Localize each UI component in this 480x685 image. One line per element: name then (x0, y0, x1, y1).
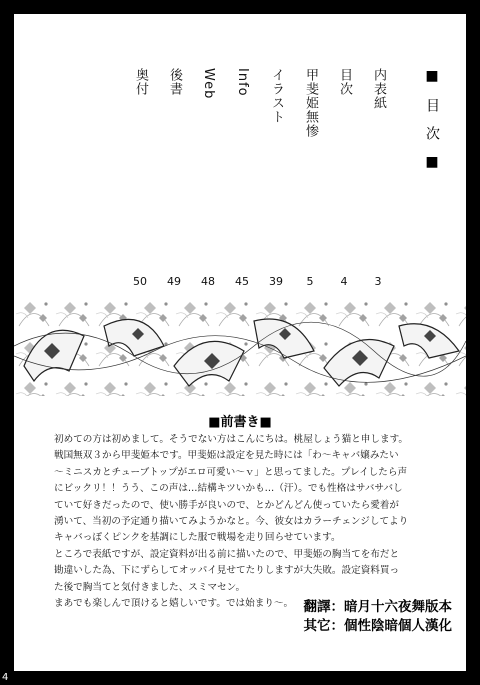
toc-heading (420, 68, 444, 208)
toc-entry-page: 5 (306, 275, 314, 288)
preface-line: た後で胸当てと気付きました、スミマセン。 (54, 581, 246, 593)
credit-line: 翻譯：暗月十六夜舞版本 (303, 599, 452, 615)
toc-entry-page: 48 (201, 275, 215, 288)
toc-entry-title: Web (201, 68, 216, 100)
toc-entry (130, 68, 150, 288)
toc-entry-page: 45 (235, 275, 249, 288)
preface-line: にビックリ！！うう、この声は…結構キツいかも…（汗）。でも性格はサバサバし (54, 483, 403, 495)
toc-heading-char: 目 (424, 98, 440, 126)
toc-heading-mark: ■ (424, 154, 440, 184)
toc-entry (198, 68, 218, 288)
toc-entry (300, 68, 320, 288)
toc-entry-page: 39 (269, 275, 283, 288)
toc-entry-page: 4 (340, 275, 348, 288)
preface-line: ていて好きだったので、使い勝手が良いので、とかどんどん使っていたら愛着が (54, 499, 399, 511)
page-number: 4 (2, 672, 9, 683)
preface-line: ところで表紙ですが、設定資料が出る前に描いたので、甲斐姫の胸当てを布だと (54, 548, 400, 560)
toc-entry-title: Info (235, 68, 250, 97)
credit-line: 其它：個性陰暗個人漢化 (303, 618, 452, 634)
document-page (14, 14, 466, 671)
preface-line: 湧いて、当初の予定通り描いてみようかなと。今、彼女はカラーチェンジしてより (54, 516, 409, 528)
toc-entry-title: 甲斐姫無惨 (303, 68, 318, 138)
preface-line: 勘違いした為、下にずらしてオッパイ見せてたりしますが大失敗。設定資料買っ (54, 565, 400, 577)
preface-line: まあでも楽しんで頂けると嬉しいです。では始まり〜。 (54, 598, 294, 610)
toc-heading-char: 次 (424, 126, 440, 154)
toc-entry (334, 68, 354, 288)
toc-entry-page: 3 (374, 275, 382, 288)
toc-entry (368, 68, 388, 288)
toc-entry-page: 50 (133, 275, 147, 288)
toc-entry (266, 68, 286, 288)
toc-entry-title: 奥付 (133, 68, 148, 96)
preface-body (54, 432, 444, 612)
preface-heading: ■前書き■ (208, 415, 272, 430)
toc-entry (164, 68, 184, 288)
preface-line: 初めての方は初めまして。そうでない方はこんにちは。桃屋しょう猫と申します。 (54, 434, 409, 445)
floral-fan-band (14, 296, 466, 396)
toc-entry-title: イラスト (269, 68, 284, 124)
preface-line: 〜ミニスカとチューブトップがエロ可愛い〜ｖ」と思ってました。プレイしたら声 (54, 466, 408, 478)
preface-line: キャバっぽくピンクを基調にした服で戦場を走り回らせています。 (54, 532, 341, 544)
toc-heading-mark: ■ (424, 68, 440, 98)
translation-credits (304, 598, 453, 636)
toc-entry-title: 後書 (167, 68, 182, 96)
table-of-contents (130, 68, 388, 288)
toc-entry-page: 49 (167, 275, 181, 288)
toc-entry-title: 内表紙 (371, 68, 386, 110)
preface-line: 戦国無双３から甲斐姫本です。甲斐姫は設定を見た時には「わ〜キャバ嬢みたい (54, 450, 399, 462)
toc-entry-title: 目次 (337, 68, 352, 96)
toc-entry (232, 68, 252, 288)
